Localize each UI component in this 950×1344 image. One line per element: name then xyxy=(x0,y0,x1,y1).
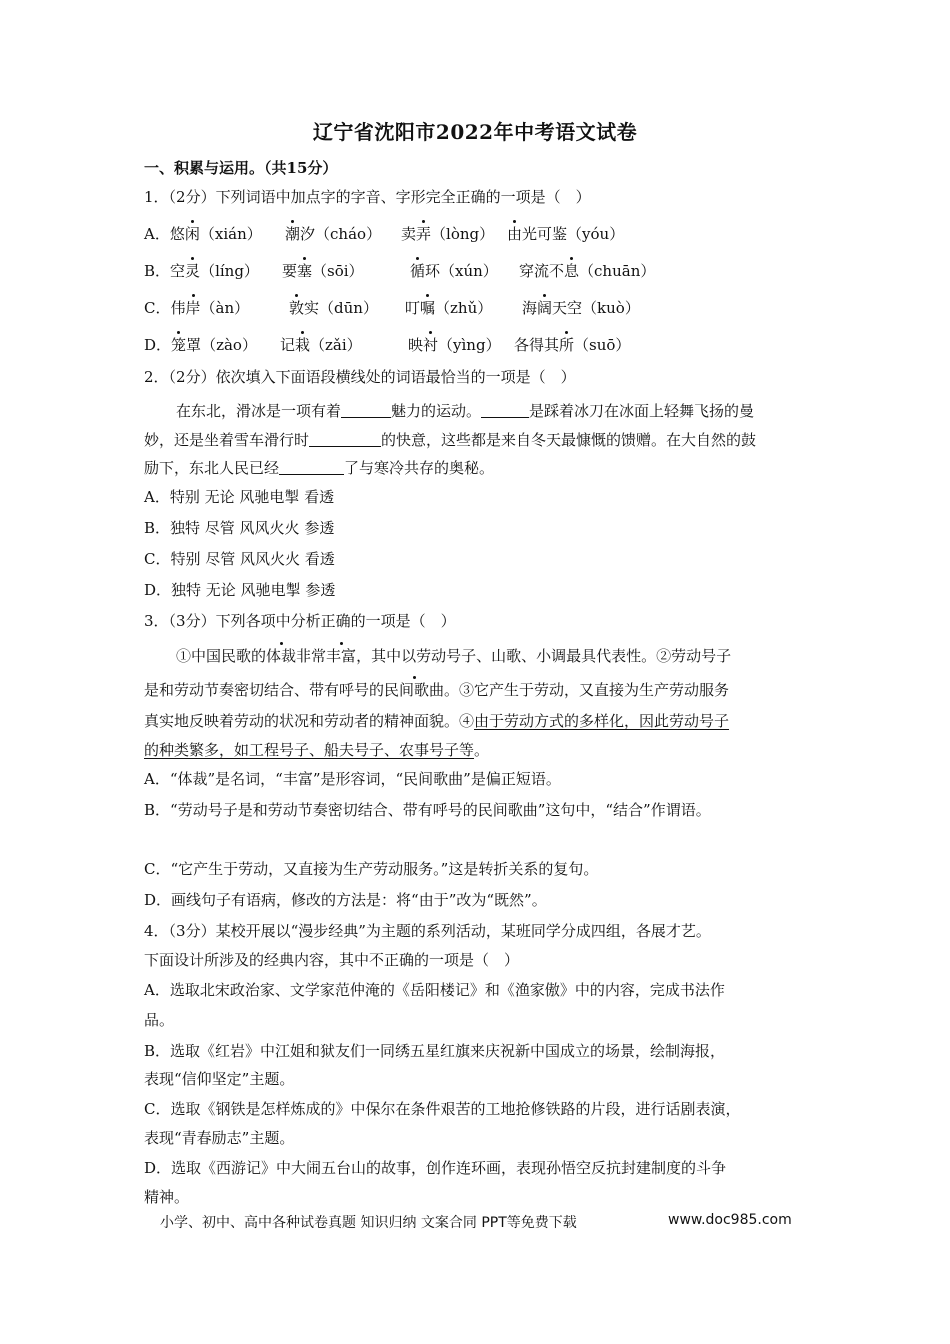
emphasis-dot: 由 xyxy=(507,225,523,243)
q3-option-d[interactable]: D．画线句子有语病，修改的方法是：将“由于”改为“既然”。 xyxy=(144,891,547,909)
emphasis-dot: 嘱 xyxy=(420,299,436,317)
emphasis-dot: 灵 xyxy=(185,262,201,280)
footer-text: 小学、初中、高中各种试卷真题 知识归纳 文案合同 PPT等免费下载 xyxy=(160,1215,577,1231)
q3-passage-line: 真实地反映着劳动的状况和劳动者的精神面貌。④由于劳动方式的多样化，因此劳动号子 xyxy=(144,712,730,730)
underlined-sentence: 的种类繁多，如工程号子、船夫号子、农事号子等 xyxy=(144,741,475,759)
q3-stem: 3．（3分）下列各项中分析正确的一项是（ ） xyxy=(144,612,456,630)
answer-blank xyxy=(309,432,381,447)
emphasis-dot: 敦 xyxy=(289,299,305,317)
answer-blank xyxy=(341,403,391,418)
emphasis-dot: 体裁 xyxy=(266,647,297,665)
footer-link[interactable]: www.doc985.com xyxy=(668,1212,792,1228)
section-heading: 一、积累与运用。（共15分） xyxy=(144,159,338,177)
emphasis-dot: 民间歌曲 xyxy=(384,681,445,699)
emphasis-dot: 阔 xyxy=(537,299,553,317)
emphasis-dot: 栽 xyxy=(295,336,311,354)
emphasis-dot: 塞 xyxy=(297,262,313,280)
underlined-sentence: 由于劳动方式的多样化，因此劳动号子 xyxy=(474,712,730,730)
q2-passage-line: 励下，东北人民已经 了与寒冷共存的奥秘。 xyxy=(144,459,495,477)
emphasis-dot: 潮 xyxy=(285,225,301,243)
q2-option-b[interactable]: B．独特 尽管 风风火火 参透 xyxy=(144,519,335,537)
emphasis-dot: 丰富 xyxy=(326,647,357,665)
q2-stem: 2．（2分）依次填入下面语段横线处的词语最恰当的一项是（ ） xyxy=(144,368,576,386)
answer-blank xyxy=(279,460,344,475)
emphasis-dot: 息 xyxy=(564,262,580,280)
answer-blank xyxy=(481,403,529,418)
q2-option-d[interactable]: D．独特 无论 风驰电掣 参透 xyxy=(144,581,336,599)
q3-option-c[interactable]: C．“它产生于劳动，又直接为生产劳动服务。”这是转折关系的复句。 xyxy=(144,860,599,878)
emphasis-dot: 岸 xyxy=(185,299,201,317)
q2-option-c[interactable]: C．特别 尽管 风风火火 看透 xyxy=(144,550,335,568)
emphasis-dot: 弄 xyxy=(416,225,432,243)
emphasis-dot: 衬 xyxy=(423,336,439,354)
emphasis-dot: 闲 xyxy=(184,225,200,243)
emphasis-dot: 所 xyxy=(559,336,575,354)
q2-passage-line: 妙，还是坐着雪车滑行时 的快意，这些都是来自冬天最慷慨的馈赠。在大自然的鼓 xyxy=(144,431,757,449)
q2-passage-line: 在东北，滑冰是一项有着 魅力的运动。 是踩着冰刀在冰面上轻舞飞扬的曼 xyxy=(176,402,755,420)
q4-stem: 4．（3分）某校开展以“漫步经典”为主题的系列活动，某班同学分成四组，各展才艺。 xyxy=(144,922,711,940)
emphasis-dot: 笼 xyxy=(171,336,187,354)
exam-page: 辽宁省沈阳市2022年中考语文试卷 一、积累与运用。（共15分） 1．（2分）下列词语中加点字的字音、字形完全正确的一项是（ ） A．悠闲（xián） 潮汐（cháo） 卖弄（lòng） 由光可鉴（yóu） B．空灵（líng） 要塞（sōi） 循环（xún） 穿流不息（chuān） C．伟岸（àn） 敦实（dūn） 叮嘱（zhǔ） 海阔天空（kuò） D．笼罩（zào） 记栽（zǎi） 映衬（yìng） 各得其所（suō） 2．（2分）依次填入下面语段横线处的词语最恰当的一项是（ ） 在东北，滑冰是一项有着 魅力的运动。 是踩着冰刀在冰面上轻舞飞扬的曼 妙，还是坐着雪车滑行时 的快意，这些都是来自冬天最慷慨的馈赠。在大自然的鼓 励下，东北人民已经 了与寒冷共存的奥秘。 A．特别 无论 风驰电掣 看透 B．独特 尽管 风风火火 参透 C．特别 尽管 风风火火 看透 D．独特 无论 风驰电掣 参透 3．（3分）下列各项中分析正确的一项是（ ） ①中国民歌的体裁非常丰富，其中以劳动号子、山歌、小调最具代表性。②劳动号子 是和劳动节奏密切结合、带有呼号的民间歌曲。③它产生于劳动，又直接为生产劳动服务 真实地反映着劳动的状况和劳动者的精神面貌。④由于劳动方式的多样化，因此劳动号子 的种类繁多，如工程号子、船夫号子、农事号子等。 A．“体裁”是名词，“丰富”是形容词，“民间歌曲”是偏正短语。 B．“劳动号子是和劳动节奏密切结合、带有呼号的民间歌曲”这句中，“结合”作谓语。 C．“它产生于劳动，又直接为生产劳动服务。”这是转折关系的复句。 D．画线句子有语病，修改的方法是：将“由于”改为“既然”。 4．（3分）某校开展以“漫步经典”为主题的系列活动，某班同学分成四组，各展才艺。 下面设计所涉及的经典内容，其中不正确的一项是（ ） A．选取北宋政治家、文学家范仲淹的《岳阳楼记》和《渔家傲》中的内容，完成书法作 品。 B．选取《红岩》中江姐和狱友们一同绣五星红旗来庆祝新中国成立的场景，绘制海报， 表现“信仰坚定”主题。 C．选取《钢铁是怎样炼成的》中保尔在条件艰苦的工地抢修铁路的片段，进行话剧表演， 表现“青春励志”主题。 D．选取《西游记》中大闹五台山的故事，创作连环画，表现孙悟空反抗封建制度的斗争 精神。 小学、初中、高中各种试卷真题 知识归纳 文案合同 PPT等免费下载 www.doc985.com xyxy=(0,0,950,1344)
q4-stem: 下面设计所涉及的经典内容，其中不正确的一项是（ ） xyxy=(144,951,520,969)
emphasis-dot: 循 xyxy=(410,262,426,280)
q3-passage-line: 的种类繁多，如工程号子、船夫号子、农事号子等。 xyxy=(144,741,490,759)
q3-passage-line: ①中国民歌的体裁非常丰富，其中以劳动号子、山歌、小调最具代表性。②劳动号子 xyxy=(176,647,732,665)
q2-option-a[interactable]: A．特别 无论 风驰电掣 看透 xyxy=(144,488,335,506)
page-title: 辽宁省沈阳市2022年中考语文试卷 xyxy=(312,120,638,144)
q3-option-b[interactable]: B．“劳动号子是和劳动节奏密切结合、带有呼号的民间歌曲”这句中，“结合”作谓语。 xyxy=(144,801,711,819)
q1-stem: 1．（2分）下列词语中加点字的字音、字形完全正确的一项是（ ） xyxy=(144,188,591,206)
q3-option-a[interactable]: A．“体裁”是名词，“丰富”是形容词，“民间歌曲”是偏正短语。 xyxy=(144,770,561,788)
q3-passage-line: 是和劳动节奏密切结合、带有呼号的民间歌曲。③它产生于劳动，又直接为生产劳动服务 xyxy=(144,681,730,699)
